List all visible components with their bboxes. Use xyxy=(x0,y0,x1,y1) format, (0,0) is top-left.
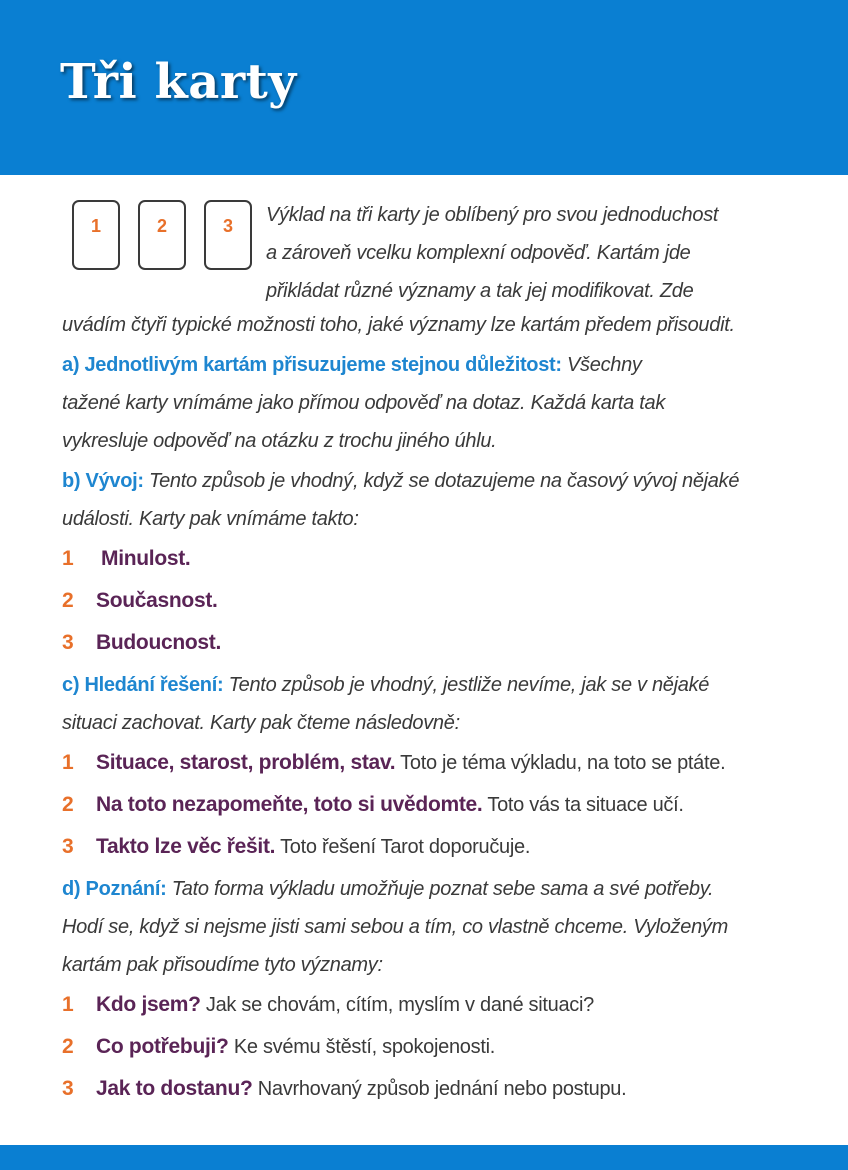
item-number: 1 xyxy=(62,993,74,1016)
section-text: kartám pak přisoudíme tyto významy: xyxy=(62,954,383,976)
list-item xyxy=(62,742,832,784)
section-text: Hodí se, když si nejsme jisti sami sebou a tím, co vlastně chceme. Vyloženým xyxy=(62,916,728,938)
card-number: 3 xyxy=(222,216,233,236)
item-number: 2 xyxy=(62,793,74,816)
intro-line: a zároveň vcelku komplexní odpověď. Kartám jde xyxy=(266,242,691,264)
card-number: 1 xyxy=(90,216,101,236)
list-item xyxy=(62,984,832,1026)
card-number: 2 xyxy=(156,216,167,236)
intro-line: Výklad na tři karty je oblíbený pro svou jednoduchost xyxy=(266,204,719,226)
item-title: Situace, starost, problém, stav. xyxy=(96,751,396,774)
card-1 xyxy=(72,200,120,270)
item-number: 1 xyxy=(62,547,74,570)
section-text: události. Karty pak vnímáme takto: xyxy=(62,508,359,530)
page-title: Tři karty xyxy=(60,54,297,110)
section-c xyxy=(62,666,832,742)
list-item xyxy=(62,580,832,622)
section-text: Tento způsob je vhodný, když se dotazujeme na časový vývoj nějaké xyxy=(143,470,740,492)
list-item xyxy=(62,1026,832,1068)
item-title: Na toto nezapomeňte, toto si uvědomte. xyxy=(96,793,483,816)
intro-line: přikládat různé významy a tak jej modifikovat. Zde xyxy=(266,280,694,302)
footer-bar xyxy=(0,1145,848,1170)
item-title: Co potřebuji? xyxy=(96,1035,229,1058)
section-text: Tato forma výkladu umožňuje poznat sebe sama a své potřeby. xyxy=(166,878,714,900)
list-item xyxy=(62,826,832,868)
item-text: Toto vás ta situace učí. xyxy=(482,794,684,816)
section-text: Tento způsob je vhodný, jestliže nevíme, jak se v nějaké xyxy=(223,674,710,696)
list-item xyxy=(62,622,832,664)
list-d xyxy=(62,984,832,1110)
item-title: Minulost. xyxy=(101,547,191,570)
card-diagram xyxy=(72,200,258,276)
section-text: situaci zachovat. Karty pak čteme následovně: xyxy=(62,712,460,734)
section-d xyxy=(62,870,832,984)
item-text: Toto je téma výkladu, na toto se ptáte. xyxy=(395,752,726,774)
item-number: 3 xyxy=(62,1077,74,1100)
item-number: 2 xyxy=(62,589,74,612)
item-text: Navrhovaný způsob jednání nebo postupu. xyxy=(252,1078,627,1100)
section-text: tažené karty vnímáme jako přímou odpověď na dotaz. Každá karta tak xyxy=(62,392,666,414)
item-number: 1 xyxy=(62,751,74,774)
item-title: Jak to dostanu? xyxy=(96,1077,253,1100)
item-text: Jak se chovám, cítím, myslím v dané situaci? xyxy=(200,994,594,1016)
section-label: a) Jednotlivým kartám přisuzujeme stejnou důležitost: xyxy=(62,354,562,376)
item-title: Současnost. xyxy=(96,589,218,612)
item-number: 3 xyxy=(62,631,74,654)
section-text: vykresluje odpověď na otázku z trochu jiného úhlu. xyxy=(62,430,497,452)
section-label: c) Hledání řešení: xyxy=(62,674,224,696)
intro-line: uvádím čtyři typické možnosti toho, jaké významy lze kartám předem přisoudit. xyxy=(62,314,735,336)
list-item xyxy=(62,784,832,826)
section-label: b) Vývoj: xyxy=(62,470,144,492)
item-text: Toto řešení Tarot doporučuje. xyxy=(275,836,531,858)
item-text: Ke svému štěstí, spokojenosti. xyxy=(228,1036,495,1058)
list-item xyxy=(62,1068,832,1110)
card-3 xyxy=(204,200,252,270)
main-content xyxy=(62,306,832,1110)
card-2 xyxy=(138,200,186,270)
header-bar xyxy=(0,0,848,175)
list-b xyxy=(62,538,832,664)
list-c xyxy=(62,742,832,868)
section-label: d) Poznání: xyxy=(62,878,167,900)
item-title: Takto lze věc řešit. xyxy=(96,835,276,858)
intro-text xyxy=(266,196,826,310)
item-title: Kdo jsem? xyxy=(96,993,201,1016)
section-b xyxy=(62,462,832,538)
item-title: Budoucnost. xyxy=(96,631,222,654)
item-number: 2 xyxy=(62,1035,74,1058)
section-text: Všechny xyxy=(561,354,642,376)
list-item xyxy=(62,538,832,580)
section-a xyxy=(62,346,832,460)
item-number: 3 xyxy=(62,835,74,858)
